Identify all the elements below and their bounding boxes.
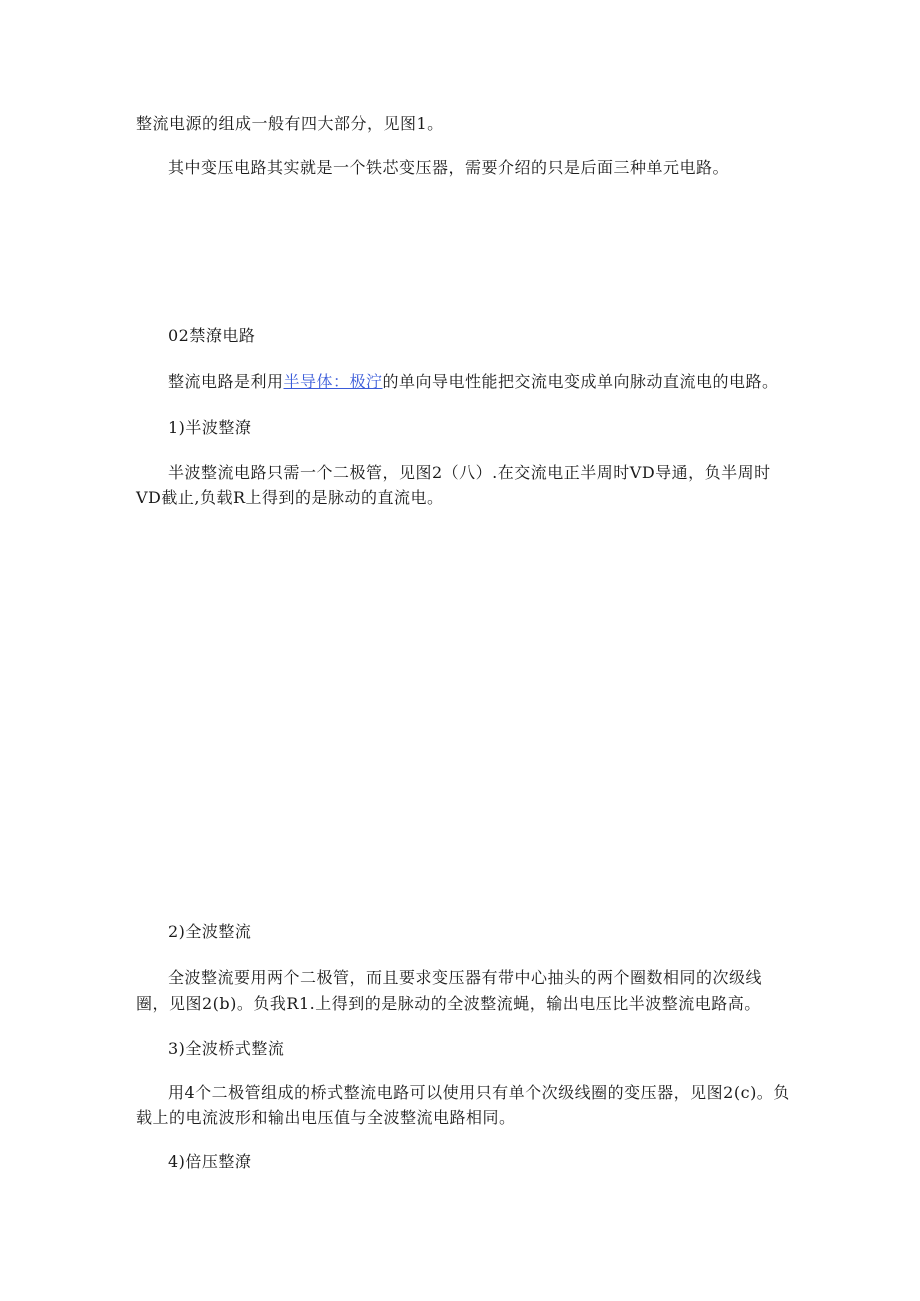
paragraph-transformer: 其中变压电路其实就是一个铁芯变压器，需要介绍的只是后面三种单元电路。 [168,158,730,177]
paragraph-rectifier-composition: 整流电源的组成一般有四大部分，见图1。 [136,114,444,133]
heading-rectifier-circuit: 02禁潦电路 [168,326,256,345]
paragraph-text-after-link: 的单向导电性能把交流电变成单向脉动直流电的电路。 [382,372,779,391]
paragraph-rectifier-definition [168,372,779,392]
semiconductor-link[interactable]: 半导体：极泞 [283,372,383,391]
heading-half-wave: 1)半波整潦 [168,418,252,437]
paragraph-text-before-link: 整流电路是利用 [168,372,284,391]
paragraph-half-wave-line1: 半波整流电路只需一个二极管，见图2（八）.在交流电正半周时VD导通，负半周时 [168,463,771,482]
paragraph-half-wave-line2: VD截止,负载R上得到的是脉动的直流电。 [136,488,444,507]
heading-full-wave: 2)全波整流 [168,922,252,941]
paragraph-full-wave-line2: 圈，见图2(b)。负我R1.上得到的是脉动的全波整流蝇，输出电压比半波整流电路高。 [136,994,761,1013]
heading-voltage-doubler: 4)倍压整潦 [168,1152,252,1171]
heading-bridge-rectifier: 3)全波桥式整流 [168,1039,285,1058]
paragraph-full-wave-line1: 全波整流要用两个二极管，而且要求变压器有带中心抽头的两个圈数相同的次级线 [168,968,763,987]
paragraph-bridge-line2: 载上的电流波形和输出电压值与全波整流电路相同。 [136,1108,516,1127]
paragraph-bridge-line1: 用4个二极管组成的桥式整流电路可以使用只有单个次级线圈的变压器，见图2(c)。负 [168,1083,790,1102]
